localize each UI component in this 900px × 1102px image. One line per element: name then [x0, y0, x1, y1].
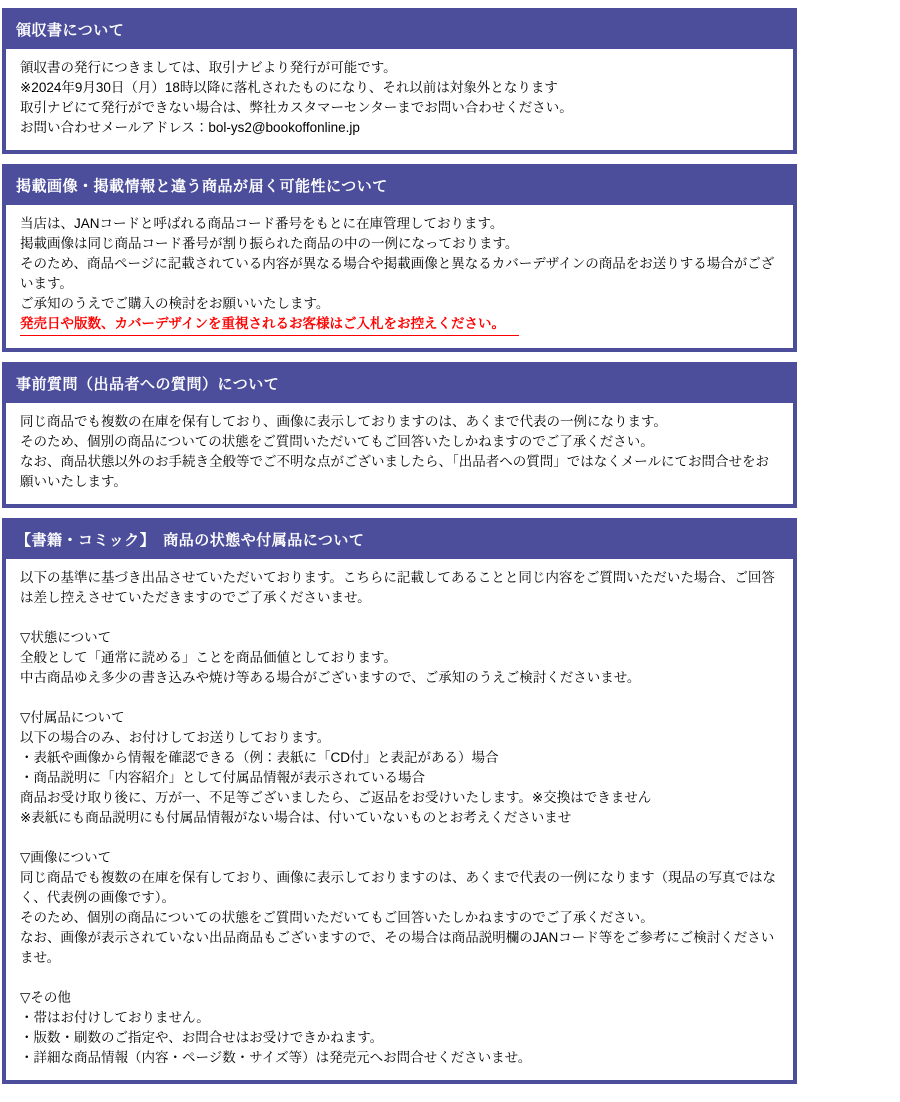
- section-receipt: [2, 8, 797, 154]
- blank-line: [20, 608, 779, 628]
- alert-notice: 発売日や版数、カバーデザインを重視されるお客様はご入札をお控えください。: [20, 314, 519, 336]
- section-pre-questions-title: 事前質問（出品者への質問）について: [6, 366, 793, 403]
- text-line: 当店は、JANコードと呼ばれる商品コード番号をもとに在庫管理しております。: [20, 216, 504, 231]
- text-line: なお、商品状態以外のお手続き全般等でご不明な点がございましたら、「出品者への質問」ではなくメールにてお問合せをお願いいたします。: [20, 454, 769, 489]
- text-line: ・詳細な商品情報（内容・ページ数・サイズ等）は発売元へお問合せくださいませ。: [20, 1050, 532, 1065]
- section-receipt-body: [6, 49, 793, 150]
- section-image-mismatch-body: [6, 205, 793, 348]
- text-line: ※2024年9月30日（月）18時以降に落札されたものになり、それ以前は対象外となります: [20, 80, 558, 95]
- section-book-condition-title: 【書籍・コミック】 商品の状態や付属品について: [6, 522, 793, 559]
- text-line: 掲載画像は同じ商品コード番号が割り振られた商品の中の一例になっております。: [20, 236, 519, 251]
- section-book-condition-body: [6, 559, 793, 1080]
- text-line: 全般として「通常に読める」ことを商品価値としております。: [20, 650, 397, 665]
- text-line: 同じ商品でも複数の在庫を保有しており、画像に表示しておりますのは、あくまで代表の一例になります（現品の写真ではなく、代表例の画像です）。: [20, 870, 776, 905]
- subsection-heading-accessories: ▽付属品について: [20, 710, 125, 725]
- section-pre-questions: [2, 362, 797, 508]
- subsection-heading-condition: ▽状態について: [20, 630, 112, 645]
- blank-line: [20, 688, 779, 708]
- text-line: ご承知のうえでご購入の検討をお願いいたします。: [20, 296, 330, 311]
- text-line: 以下の場合のみ、お付けしてお送りしております。: [20, 730, 331, 745]
- text-line: そのため、個別の商品についての状態をご質問いただいてもご回答いたしかねますのでご了承ください。: [20, 434, 654, 449]
- section-book-condition: [2, 518, 797, 1084]
- text-line: 取引ナビにて発行ができない場合は、弊社カスタマーセンターまでお問い合わせください。: [20, 100, 573, 115]
- subsection-heading-images: ▽画像について: [20, 850, 112, 865]
- text-line: そのため、個別の商品についての状態をご質問いただいてもご回答いたしかねますのでご了承ください。: [20, 910, 654, 925]
- section-image-mismatch: [2, 164, 797, 352]
- text-line: 同じ商品でも複数の在庫を保有しており、画像に表示しておりますのは、あくまで代表の一例になります。: [20, 414, 667, 429]
- text-line: そのため、商品ページに記載されている内容が異なる場合や掲載画像と異なるカバーデザインの商品をお送りする場合がございます。: [20, 256, 775, 291]
- subsection-heading-other: ▽その他: [20, 990, 71, 1005]
- text-line: ・表紙や画像から情報を確認できる（例：表紙に「CD付」と表記がある）場合: [20, 750, 499, 765]
- text-line: なお、画像が表示されていない出品商品もございますので、その場合は商品説明欄のJANコード等をご参考にご検討くださいませ。: [20, 930, 775, 965]
- text-line: ・版数・刷数のご指定や、お問合せはお受けできかねます。: [20, 1030, 384, 1045]
- contact-email-line: お問い合わせメールアドレス：bol-ys2@bookoffonline.jp: [20, 120, 360, 135]
- text-line: ・商品説明に「内容紹介」として付属品情報が表示されている場合: [20, 770, 425, 785]
- section-receipt-title: 領収書について: [6, 12, 793, 49]
- text-line: 中古商品ゆえ多少の書き込みや焼け等ある場合がございますので、ご承知のうえご検討くださいませ。: [20, 670, 641, 685]
- blank-line: [20, 968, 779, 988]
- intro-paragraph: 以下の基準に基づき出品させていただいております。こちらに記載してあることと同じ内容をご質問いただいた場合、ご回答は差し控えさせていただきますのでご了承くださいませ。: [20, 570, 775, 605]
- section-pre-questions-body: [6, 403, 793, 504]
- section-image-mismatch-title: 掲載画像・掲載情報と違う商品が届く可能性について: [6, 168, 793, 205]
- blank-line: [20, 828, 779, 848]
- text-line: 領収書の発行につきましては、取引ナビより発行が可能です。: [20, 60, 397, 75]
- text-line: ※表紙にも商品説明にも付属品情報がない場合は、付いていないものとお考えくださいませ: [20, 810, 572, 825]
- text-line: ・帯はお付けしておりません。: [20, 1010, 210, 1025]
- text-line: 商品お受け取り後に、万が一、不足等ございましたら、ご返品をお受けいたします。※交換はできません: [20, 790, 652, 805]
- bid-warning-line: [20, 314, 779, 336]
